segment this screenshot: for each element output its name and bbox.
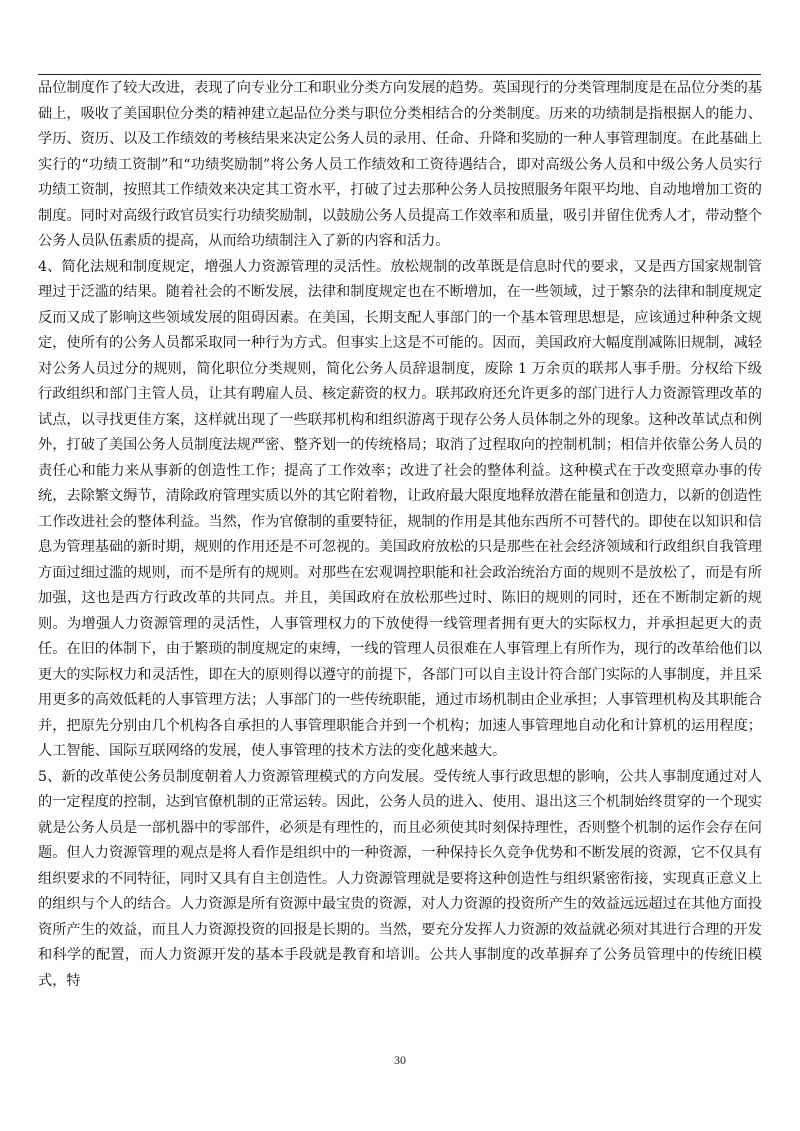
page-number: 30	[394, 1053, 406, 1067]
paragraph-human-resource-model: 5、新的改革使公务员制度朝着人力资源管理模式的方向发展。受传统人事行政思想的影响，公共人事制度通过对人的一定程度的控制，达到官僚机制的正常运转。因此，公务人员的进入、使用、退出这三个机制始终贯穿的一个现实就是公务人员是一部机器中的零部件，必须是有理性的，而且必须使其时刻保持理性，否则整个机制的运作会存在问题。但人力资源管理的观点是将人看作是组织中的一种资源，一种保持长久竞争优势和不断发展的资源，它不仅具有组织要求的不同特征，同时又具有自主创造性。人力资源管理就是要将这种创造性与组织紧密衔接，实现真正意义上的组织与个人的结合。人力资源是所有资源中最宝贵的资源，对人力资源的投资所产生的效益远远超过在其他方面投资所产生的效益，而且人力资源投资的回报是长期的。当然，要充分发挥人力资源的效益就必须对其进行合理的开发和科学的配置，而人力资源开发的基本手段就是教育和培训。公共人事制度的改革摒弃了公务员管理中的传统旧模式，特	[38, 768, 762, 989]
body-text	[38, 76, 762, 994]
paragraph-merit-system: 品位制度作了较大改进，表现了向专业分工和职业分类方向发展的趋势。英国现行的分类管理制度是在品位分类的基础上，吸收了美国职位分类的精神建立起品位分类与职位分类相结合的分类制度。历来的功绩制是指根据人的能力、学历、资历、以及工作绩效的考核结果来决定公务人员的录用、任命、升降和奖励的一种人事管理制度。在此基础上实行的“功绩工资制”和“功绩奖励制”将公务人员工作绩效和工资待遇结合，即对高级公务人员和中级公务人员实行功绩工资制，按照其工作绩效来决定其工资水平，打破了过去那种公务人员按照服务年限平均地、自动地增加工资的制度。同时对高级行政官员实行功绩奖励制，以鼓励公务人员提高工作效率和质量，吸引并留住优秀人才，带动整个公务人员队伍素质的提高，从而给功绩制注入了新的内容和活力。	[38, 80, 762, 249]
header-rule	[38, 74, 761, 75]
paragraph-deregulation: 4、简化法规和制度规定，增强人力资源管理的灵活性。放松规制的改革既是信息时代的要求，又是西方国家规制管理过于泛滥的结果。随着社会的不断发展，法律和制度规定也在不断增加，在一些领域，过于繁杂的法律和制度规定反而又成了影响这些领域发展的阻碍因素。在美国，长期支配人事部门的一个基本管理思想是，应该通过种种条文规定，使所有的公务人员都采取同一种行为方式。但事实上这是不可能的。因而，美国政府大幅度削减陈旧规制，减轻对公务人员过分的规则，简化职位分类规则，简化公务人员辞退制度，废除 1 万余页的联邦人事手册。分权给下级行政组织和部门主管人员，让其有聘雇人员、核定薪资的权力。联邦政府还允许更多的部门进行人力资源管理改革的试点，以寻找更佳方案，这样就出现了一些联邦机构和组织游离于现存公务人员体制之外的现象。这种改革试点和例外，打破了美国公务人员制度法规严密、整齐划一的传统格局；取消了过程取向的控制机制；相信并依靠公务人员的责任心和能力来从事新的创造性工作；提高了工作效率；改进了社会的整体利益。这种模式在于改变照章办事的传统，去除繁文缛节，清除政府管理实质以外的其它附着物，让政府最大限度地释放潜在能量和创造力，以新的创造性工作改进社会的整体利益。当然，作为官僚制的重要特征，规制的作用是其他东西所不可替代的。即使在以知识和信息为管理基础的新时期，规则的作用还是不可忽视的。美国政府放松的只是那些在社会经济领域和行政组织自我管理方面过细过滥的规则，而不是所有的规则。对那些在宏观调控职能和社会政治统治方面的规则不是放松了，而是有所加强，这也是西方行政改革的共同点。并且，美国政府在放松那些过时、陈旧的规则的同时，还在不断制定新的规则。为增强人力资源管理的灵活性，人事管理权力的下放使得一线管理者拥有更大的实际权力，并承担起更大的责任。在旧的体制下，由于繁琐的制度规定的束缚，一线的管理人员很难在人事管理上有所作为，现行的改革给他们以更大的实际权力和灵活性，即在大的原则得以遵守的前提下，各部门可以自主设计符合部门实际的人事制度，并且采用更多的高效低耗的人事管理方法；人事部门的一些传统职能，通过市场机制由企业承担；人事管理机构及其职能合并，把原先分别由几个机构各自承担的人事管理职能合并到一个机构；加速人事管理地自动化和计算机的运用程度；人工智能、国际互联网络的发展，使人事管理的技术方法的变化越来越大。	[38, 258, 762, 759]
